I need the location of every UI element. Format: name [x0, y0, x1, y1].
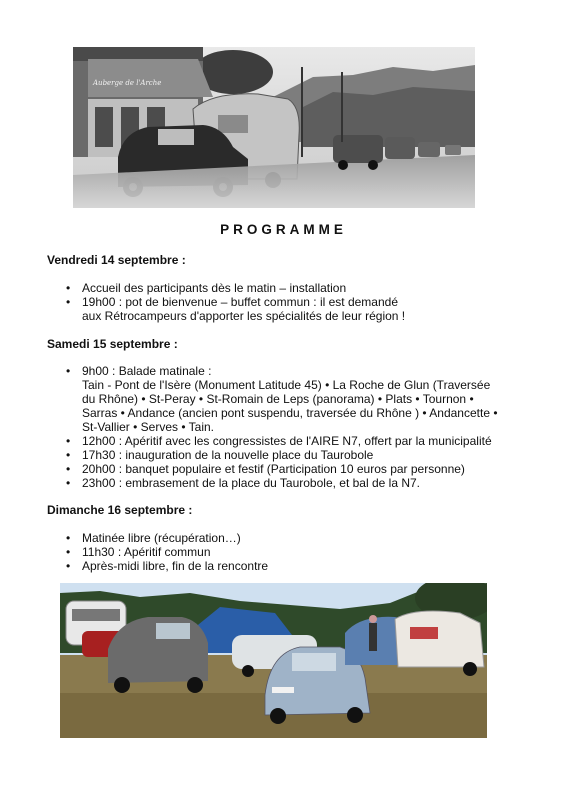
list-item: • 19h00 : pot de bienvenue – buffet commun : il est demandé aux Rétrocampeurs d'apporter les spécialités de leur région ! [66, 295, 412, 323]
list-item: • 23h00 : embrasement de la place du Taurobole, et bal de la N7. [66, 476, 526, 490]
list-item: • 17h30 : inauguration de la nouvelle place du Taurobole [66, 448, 526, 462]
top-photo [73, 47, 475, 208]
sunday-list [66, 531, 526, 573]
top-photo-sign: Auberge de l'Arche [93, 79, 162, 87]
friday-list [66, 281, 526, 323]
list-item: • Après-midi libre, fin de la rencontre [66, 559, 526, 573]
list-item: • 20h00 : banquet populaire et festif (Participation 10 euros par personne) [66, 462, 526, 476]
bottom-photo [60, 583, 487, 738]
list-item: • Matinée libre (récupération…) [66, 531, 526, 545]
list-item: • 11h30 : Apéritif commun [66, 545, 526, 559]
day-heading-sunday: Dimanche 16 septembre : [47, 503, 193, 517]
saturday-list [66, 364, 526, 490]
list-item: • Accueil des participants dès le matin – installation [66, 281, 526, 295]
list-item: • 9h00 : Balade matinale : Tain - Pont de l'Isère (Monument Latitude 45) • La Roche de Glun (Traversée du Rhône) • St-Peray • St-Romain de Leps (panorama) • Plats • Tournon • Sarras • Andance (ancien pont suspendu, traversée du Rhône ) • Andancette • St-Vallier • Serves • Tain. [66, 364, 502, 434]
day-heading-friday: Vendredi 14 septembre : [47, 253, 186, 267]
day-heading-saturday: Samedi 15 septembre : [47, 337, 178, 351]
list-item: • 12h00 : Apéritif avec les congressistes de l'AIRE N7, offert par la municipalité [66, 434, 526, 448]
page-title: PROGRAMME [220, 222, 347, 237]
